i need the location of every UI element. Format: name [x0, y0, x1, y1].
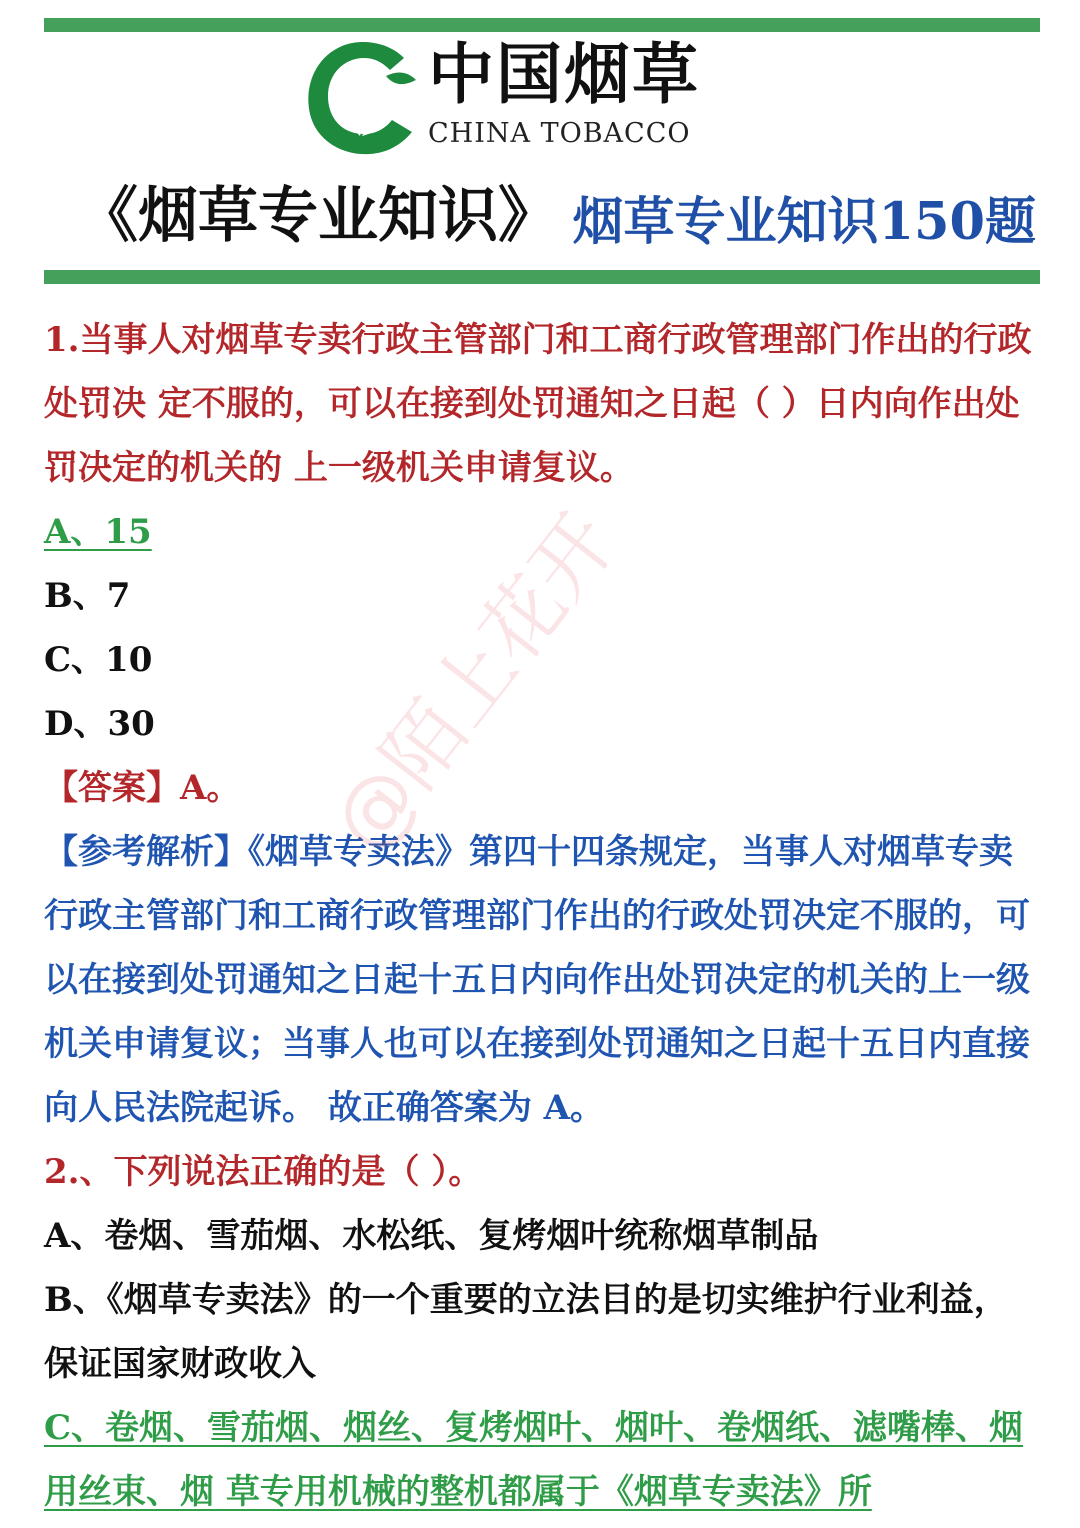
question-2-option-c: C、卷烟、雪茄烟、烟丝、复烤烟叶、烟叶、卷烟纸、滤嘴棒、烟用丝束、烟 草专用机械的整机都属于《烟草专卖法》所 [44, 1408, 1024, 1512]
question-content [44, 308, 1040, 1524]
china-tobacco-logo [300, 36, 720, 160]
china-tobacco-leaf-icon [300, 36, 420, 156]
logo-english-text: CHINA TOBACCO [428, 118, 691, 149]
question-2-option-b: B、《烟草专卖法》的一个重要的立法目的是切实维护行业利益，保证国家财政收入 [44, 1280, 1008, 1384]
question-2-option-a: A、卷烟、雪茄烟、水松纸、复烤烟叶统称烟草制品 [44, 1216, 819, 1256]
logo-chinese-text: 中国烟草 [428, 36, 700, 113]
question-1-option-c: C、10 [44, 640, 153, 680]
question-1-option-b: B、7 [44, 576, 131, 616]
top-green-bar [44, 18, 1040, 32]
question-2-text: 2.、下列说法正确的是（ ）。 [44, 1152, 483, 1192]
watermark: @陌上花开 [314, 495, 634, 869]
question-1-text: 1.当事人对烟草专卖行政主管部门和工商行政管理部门作出的行政处罚决 定不服的，可以在接到处罚通知之日起（ ）日内向作出处罚决定的机关的 上一级机关申请复议。 [44, 320, 1032, 488]
question-1-answer: 【答案】A。 [44, 768, 241, 808]
book-title: 《烟草专业知识》 [78, 181, 558, 251]
question-1-explanation: 【参考解析】《烟草专卖法》第四十四条规定，当事人对烟草专卖行政主管部门和工商行政管理部门作出的行政处罚决定不服的，可以在接到处罚通知之日起十五日内向作出处罚决定的机关的上一级机关申请复议；当事人也可以在接到处罚通知之日起十五日内直接向人民法院起诉。 故正确答案为 A。 [44, 832, 1030, 1128]
header-divider-bar [44, 270, 1040, 284]
question-1-option-d: D、30 [44, 704, 155, 744]
question-1-option-a: A、15 [44, 512, 152, 552]
section-title: 烟草专业知识150题 [572, 192, 1036, 252]
